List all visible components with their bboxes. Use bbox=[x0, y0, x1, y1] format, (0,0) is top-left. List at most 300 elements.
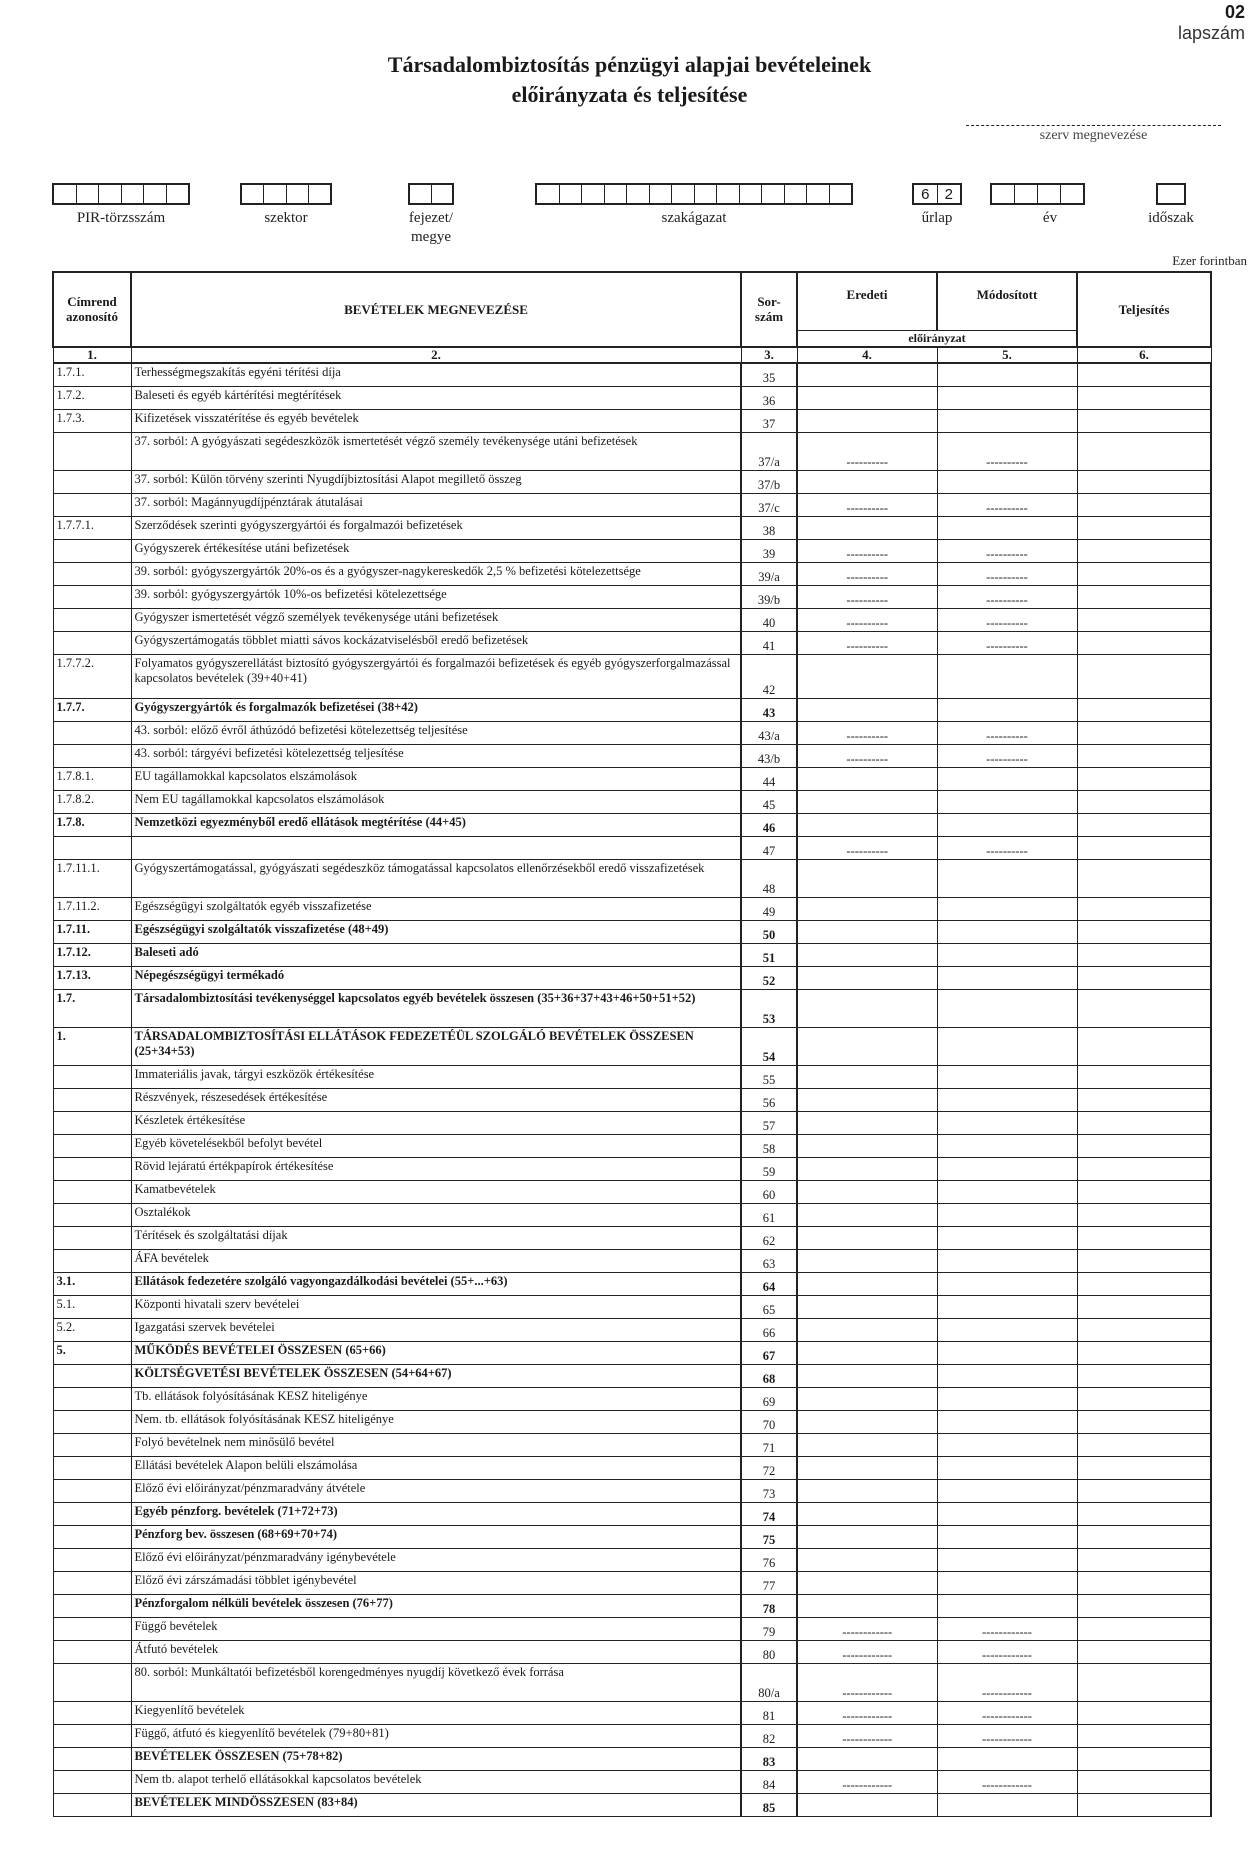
org-name-label: szerv megnevezése bbox=[1039, 128, 1148, 143]
row-teljesites-cell[interactable] bbox=[1077, 1295, 1211, 1318]
row-name: Átfutó bevételek bbox=[131, 1640, 741, 1663]
row-modositott-cell[interactable] bbox=[937, 698, 1077, 721]
row-sorszam: 39/a bbox=[741, 562, 797, 585]
row-sorszam: 59 bbox=[741, 1157, 797, 1180]
row-teljesites-cell[interactable] bbox=[1077, 631, 1211, 654]
row-eredeti-cell[interactable] bbox=[797, 1272, 937, 1295]
row-teljesites-cell[interactable] bbox=[1077, 1724, 1211, 1747]
row-eredeti-cell[interactable] bbox=[797, 1088, 937, 1111]
row-teljesites-cell[interactable] bbox=[1077, 386, 1211, 409]
row-teljesites-cell[interactable] bbox=[1077, 989, 1211, 1027]
row-eredeti-cell[interactable] bbox=[797, 943, 937, 966]
row-eredeti-cell[interactable] bbox=[797, 1295, 937, 1318]
title-line-1: Társadalombiztosítás pénzügyi alapjai bevételeinek bbox=[387, 52, 872, 77]
row-sorszam: 62 bbox=[741, 1226, 797, 1249]
row-name: 39. sorból: gyógyszergyártók 10%-os befizetési kötelezettsége bbox=[131, 585, 741, 608]
row-eredeti-cell[interactable] bbox=[797, 1249, 937, 1272]
row-modositott-cell[interactable]: ------------ bbox=[937, 1663, 1077, 1701]
table-row bbox=[53, 1387, 1211, 1410]
row-teljesites-cell[interactable] bbox=[1077, 1548, 1211, 1571]
col-number-5: 5. bbox=[937, 347, 1077, 363]
col-number-2: 2. bbox=[131, 347, 741, 363]
row-code bbox=[53, 1525, 131, 1548]
row-teljesites-cell[interactable] bbox=[1077, 1226, 1211, 1249]
row-teljesites-cell[interactable] bbox=[1077, 1249, 1211, 1272]
row-code bbox=[53, 721, 131, 744]
row-sorszam: 75 bbox=[741, 1525, 797, 1548]
row-sorszam: 63 bbox=[741, 1249, 797, 1272]
row-eredeti-cell[interactable] bbox=[797, 1793, 937, 1816]
row-eredeti-cell[interactable] bbox=[797, 790, 937, 813]
org-name-field[interactable] bbox=[966, 125, 1221, 144]
row-teljesites-cell[interactable] bbox=[1077, 1456, 1211, 1479]
row-eredeti-cell[interactable] bbox=[797, 1203, 937, 1226]
row-teljesites-cell[interactable] bbox=[1077, 1701, 1211, 1724]
row-teljesites-cell[interactable] bbox=[1077, 1134, 1211, 1157]
table-row bbox=[53, 966, 1211, 989]
row-sorszam: 45 bbox=[741, 790, 797, 813]
row-code bbox=[53, 1770, 131, 1793]
row-modositott-cell[interactable] bbox=[937, 1272, 1077, 1295]
pir-label: PIR-törzsszám bbox=[76, 210, 166, 226]
urlap-digit-1: 6 bbox=[914, 185, 938, 203]
row-eredeti-cell[interactable] bbox=[797, 1433, 937, 1456]
row-name: 37. sorból: A gyógyászati segédeszközök ismertetését végző személy tevékenysége utáni befizetések bbox=[131, 432, 741, 470]
row-modositott-cell[interactable] bbox=[937, 1295, 1077, 1318]
row-sorszam: 52 bbox=[741, 966, 797, 989]
row-teljesites-cell[interactable] bbox=[1077, 1525, 1211, 1548]
row-eredeti-cell[interactable] bbox=[797, 1111, 937, 1134]
row-modositott-cell[interactable] bbox=[937, 943, 1077, 966]
row-modositott-cell[interactable] bbox=[937, 1747, 1077, 1770]
row-code bbox=[53, 539, 131, 562]
table-row bbox=[53, 1295, 1211, 1318]
row-modositott-cell[interactable] bbox=[937, 409, 1077, 432]
szakagazat-boxes[interactable] bbox=[535, 183, 853, 205]
row-sorszam: 44 bbox=[741, 767, 797, 790]
row-code: 5.2. bbox=[53, 1318, 131, 1341]
row-eredeti-cell[interactable] bbox=[797, 1410, 937, 1433]
table-row bbox=[53, 1479, 1211, 1502]
row-teljesites-cell[interactable] bbox=[1077, 470, 1211, 493]
row-teljesites-cell[interactable] bbox=[1077, 1410, 1211, 1433]
row-name: Rövid lejáratú értékpapírok értékesítése bbox=[131, 1157, 741, 1180]
row-teljesites-cell[interactable] bbox=[1077, 608, 1211, 631]
szektor-boxes[interactable] bbox=[240, 183, 332, 205]
row-modositott-cell[interactable] bbox=[937, 1479, 1077, 1502]
row-sorszam: 37/b bbox=[741, 470, 797, 493]
row-teljesites-cell[interactable] bbox=[1077, 1111, 1211, 1134]
row-modositott-cell[interactable] bbox=[937, 790, 1077, 813]
ev-boxes[interactable] bbox=[990, 183, 1085, 205]
row-sorszam: 71 bbox=[741, 1433, 797, 1456]
row-name: Készletek értékesítése bbox=[131, 1111, 741, 1134]
row-teljesites-cell[interactable] bbox=[1077, 1364, 1211, 1387]
row-sorszam: 60 bbox=[741, 1180, 797, 1203]
row-teljesites-cell[interactable] bbox=[1077, 966, 1211, 989]
row-sorszam: 53 bbox=[741, 989, 797, 1027]
row-eredeti-cell[interactable]: ------------ bbox=[797, 1663, 937, 1701]
row-teljesites-cell[interactable] bbox=[1077, 1594, 1211, 1617]
row-teljesites-cell[interactable] bbox=[1077, 1571, 1211, 1594]
row-sorszam: 58 bbox=[741, 1134, 797, 1157]
row-modositott-cell[interactable]: ---------- bbox=[937, 721, 1077, 744]
row-eredeti-cell[interactable] bbox=[797, 1180, 937, 1203]
row-code bbox=[53, 1249, 131, 1272]
row-eredeti-cell[interactable] bbox=[797, 813, 937, 836]
row-teljesites-cell[interactable] bbox=[1077, 409, 1211, 432]
table-row bbox=[53, 920, 1211, 943]
row-eredeti-cell[interactable]: ------------ bbox=[797, 1701, 937, 1724]
table-row bbox=[53, 989, 1211, 1027]
row-modositott-cell[interactable] bbox=[937, 470, 1077, 493]
row-teljesites-cell[interactable] bbox=[1077, 1793, 1211, 1816]
row-modositott-cell[interactable] bbox=[937, 1387, 1077, 1410]
table-row bbox=[53, 608, 1211, 631]
row-teljesites-cell[interactable] bbox=[1077, 813, 1211, 836]
row-sorszam: 82 bbox=[741, 1724, 797, 1747]
table-row bbox=[53, 790, 1211, 813]
row-eredeti-cell[interactable] bbox=[797, 1226, 937, 1249]
row-eredeti-cell[interactable]: ------------ bbox=[797, 1770, 937, 1793]
row-sorszam: 76 bbox=[741, 1548, 797, 1571]
table-row bbox=[53, 943, 1211, 966]
row-modositott-cell[interactable] bbox=[937, 1793, 1077, 1816]
table-row bbox=[53, 1571, 1211, 1594]
row-eredeti-cell[interactable]: ---------- bbox=[797, 562, 937, 585]
row-sorszam: 37 bbox=[741, 409, 797, 432]
row-modositott-cell[interactable] bbox=[937, 1594, 1077, 1617]
row-modositott-cell[interactable] bbox=[937, 1548, 1077, 1571]
row-modositott-cell[interactable]: ---------- bbox=[937, 562, 1077, 585]
code-boxes bbox=[0, 183, 1259, 253]
row-sorszam: 67 bbox=[741, 1341, 797, 1364]
row-code bbox=[53, 1793, 131, 1816]
row-teljesites-cell[interactable] bbox=[1077, 1433, 1211, 1456]
col-name-header: BEVÉTELEK MEGNEVEZÉSE bbox=[131, 272, 741, 347]
row-modositott-cell[interactable]: ------------ bbox=[937, 1701, 1077, 1724]
row-code: 1.7.8.1. bbox=[53, 767, 131, 790]
idoszak-box[interactable] bbox=[1156, 183, 1186, 205]
row-eredeti-cell[interactable] bbox=[797, 1065, 937, 1088]
row-code bbox=[53, 1065, 131, 1088]
megye-text: megye bbox=[411, 229, 451, 245]
row-teljesites-cell[interactable] bbox=[1077, 744, 1211, 767]
row-code: 5.1. bbox=[53, 1295, 131, 1318]
row-code: 3.1. bbox=[53, 1272, 131, 1295]
row-eredeti-cell[interactable] bbox=[797, 1594, 937, 1617]
row-eredeti-cell[interactable]: ---------- bbox=[797, 585, 937, 608]
row-teljesites-cell[interactable] bbox=[1077, 790, 1211, 813]
row-modositott-cell[interactable] bbox=[937, 966, 1077, 989]
row-eredeti-cell[interactable]: ------------ bbox=[797, 1724, 937, 1747]
row-modositott-cell[interactable] bbox=[937, 363, 1077, 387]
row-sorszam: 43/a bbox=[741, 721, 797, 744]
row-modositott-cell[interactable] bbox=[937, 516, 1077, 539]
row-eredeti-cell[interactable] bbox=[797, 920, 937, 943]
row-sorszam: 74 bbox=[741, 1502, 797, 1525]
row-modositott-cell[interactable] bbox=[937, 1111, 1077, 1134]
row-name: Igazgatási szervek bevételei bbox=[131, 1318, 741, 1341]
row-modositott-cell[interactable]: ------------ bbox=[937, 1617, 1077, 1640]
row-teljesites-cell[interactable] bbox=[1077, 1479, 1211, 1502]
row-code bbox=[53, 1410, 131, 1433]
row-eredeti-cell[interactable] bbox=[797, 1134, 937, 1157]
row-modositott-cell[interactable] bbox=[937, 1433, 1077, 1456]
row-eredeti-cell[interactable]: ---------- bbox=[797, 539, 937, 562]
row-teljesites-cell[interactable] bbox=[1077, 1203, 1211, 1226]
row-eredeti-cell[interactable]: ---------- bbox=[797, 631, 937, 654]
row-modositott-cell[interactable] bbox=[937, 767, 1077, 790]
row-teljesites-cell[interactable] bbox=[1077, 1088, 1211, 1111]
row-eredeti-cell[interactable] bbox=[797, 1364, 937, 1387]
row-modositott-cell[interactable] bbox=[937, 1318, 1077, 1341]
row-modositott-cell[interactable] bbox=[937, 1180, 1077, 1203]
row-sorszam: 43 bbox=[741, 698, 797, 721]
row-modositott-cell[interactable] bbox=[937, 1502, 1077, 1525]
row-eredeti-cell[interactable] bbox=[797, 1318, 937, 1341]
table-row bbox=[53, 539, 1211, 562]
row-teljesites-cell[interactable] bbox=[1077, 721, 1211, 744]
row-eredeti-cell[interactable] bbox=[797, 1502, 937, 1525]
table-row bbox=[53, 585, 1211, 608]
row-modositott-cell[interactable] bbox=[937, 1341, 1077, 1364]
row-teljesites-cell[interactable] bbox=[1077, 920, 1211, 943]
row-teljesites-cell[interactable] bbox=[1077, 897, 1211, 920]
row-modositott-cell[interactable]: ---------- bbox=[937, 585, 1077, 608]
row-modositott-cell[interactable] bbox=[937, 1065, 1077, 1088]
row-code: 1.7.11.1. bbox=[53, 859, 131, 897]
row-teljesites-cell[interactable] bbox=[1077, 1027, 1211, 1065]
row-name: Előző évi előirányzat/pénzmaradvány igénybevétele bbox=[131, 1548, 741, 1571]
idoszak-label: időszak bbox=[1148, 210, 1194, 226]
row-name: Előző évi zárszámadási többlet igénybevétel bbox=[131, 1571, 741, 1594]
row-modositott-cell[interactable]: ------------ bbox=[937, 1640, 1077, 1663]
row-modositott-cell[interactable] bbox=[937, 1027, 1077, 1065]
row-teljesites-cell[interactable] bbox=[1077, 516, 1211, 539]
row-modositott-cell[interactable] bbox=[937, 1410, 1077, 1433]
urlap-digit-2: 2 bbox=[944, 186, 953, 203]
row-modositott-cell[interactable] bbox=[937, 654, 1077, 698]
row-sorszam: 85 bbox=[741, 1793, 797, 1816]
row-teljesites-cell[interactable] bbox=[1077, 859, 1211, 897]
row-eredeti-cell[interactable] bbox=[797, 989, 937, 1027]
fejezet-boxes[interactable] bbox=[408, 183, 454, 205]
row-teljesites-cell[interactable] bbox=[1077, 539, 1211, 562]
row-name: Szerződések szerinti gyógyszergyártói és forgalmazói befizetések bbox=[131, 516, 741, 539]
row-sorszam: 46 bbox=[741, 813, 797, 836]
table-row bbox=[53, 1724, 1211, 1747]
table-row bbox=[53, 516, 1211, 539]
row-modositott-cell[interactable]: ------------ bbox=[937, 1724, 1077, 1747]
table-row bbox=[53, 1410, 1211, 1433]
pir-boxes[interactable] bbox=[52, 183, 190, 205]
table-row bbox=[53, 386, 1211, 409]
row-name: 39. sorból: gyógyszergyártók 20%-os és a gyógyszer-nagykereskedők 2,5 % befizetési kötelezettsége bbox=[131, 562, 741, 585]
row-name: Gyógyszertámogatás többlet miatti sávos kockázatviselésből eredő befizetések bbox=[131, 631, 741, 654]
row-eredeti-cell[interactable] bbox=[797, 654, 937, 698]
row-name: Terhességmegszakítás egyéni térítési díja bbox=[131, 363, 741, 387]
row-sorszam: 51 bbox=[741, 943, 797, 966]
row-modositott-cell[interactable] bbox=[937, 1134, 1077, 1157]
row-teljesites-cell[interactable] bbox=[1077, 1663, 1211, 1701]
row-modositott-cell[interactable] bbox=[937, 1456, 1077, 1479]
row-code bbox=[53, 1180, 131, 1203]
row-name: Egészségügyi szolgáltatók egyéb visszafizetése bbox=[131, 897, 741, 920]
table-row bbox=[53, 1180, 1211, 1203]
row-name: BEVÉTELEK MINDÖSSZESEN (83+84) bbox=[131, 1793, 741, 1816]
row-eredeti-cell[interactable] bbox=[797, 1341, 937, 1364]
row-name: Baleseti adó bbox=[131, 943, 741, 966]
row-eredeti-cell[interactable] bbox=[797, 1548, 937, 1571]
row-name: Egyéb követelésekből befolyt bevétel bbox=[131, 1134, 741, 1157]
row-modositott-cell[interactable]: ---------- bbox=[937, 631, 1077, 654]
row-modositott-cell[interactable] bbox=[937, 859, 1077, 897]
row-eredeti-cell[interactable] bbox=[797, 966, 937, 989]
table-header-row bbox=[53, 272, 1211, 330]
row-teljesites-cell[interactable] bbox=[1077, 1318, 1211, 1341]
row-modositott-cell[interactable]: ---------- bbox=[937, 744, 1077, 767]
row-eredeti-cell[interactable] bbox=[797, 1387, 937, 1410]
row-eredeti-cell[interactable] bbox=[797, 1479, 937, 1502]
row-eredeti-cell[interactable]: ---------- bbox=[797, 836, 937, 859]
row-teljesites-cell[interactable] bbox=[1077, 1747, 1211, 1770]
row-name: Előző évi előirányzat/pénzmaradvány átvétele bbox=[131, 1479, 741, 1502]
row-modositott-cell[interactable]: ---------- bbox=[937, 539, 1077, 562]
row-name: Pénzforg bev. összesen (68+69+70+74) bbox=[131, 1525, 741, 1548]
row-eredeti-cell[interactable] bbox=[797, 897, 937, 920]
row-name: Ellátási bevételek Alapon belüli elszámolása bbox=[131, 1456, 741, 1479]
row-modositott-cell[interactable] bbox=[937, 1157, 1077, 1180]
row-teljesites-cell[interactable] bbox=[1077, 562, 1211, 585]
row-teljesites-cell[interactable] bbox=[1077, 836, 1211, 859]
table-row bbox=[53, 1272, 1211, 1295]
table-row bbox=[53, 1793, 1211, 1816]
row-teljesites-cell[interactable] bbox=[1077, 432, 1211, 470]
row-eredeti-cell[interactable]: ------------ bbox=[797, 1640, 937, 1663]
row-teljesites-cell[interactable] bbox=[1077, 1770, 1211, 1793]
table-row bbox=[53, 363, 1211, 387]
row-modositott-cell[interactable] bbox=[937, 1249, 1077, 1272]
row-name: Kamatbevételek bbox=[131, 1180, 741, 1203]
row-teljesites-cell[interactable] bbox=[1077, 767, 1211, 790]
row-modositott-cell[interactable] bbox=[937, 1203, 1077, 1226]
row-name: Ellátások fedezetére szolgáló vagyongazdálkodási bevételei (55+...+63) bbox=[131, 1272, 741, 1295]
table-row bbox=[53, 1111, 1211, 1134]
row-modositott-cell[interactable] bbox=[937, 1226, 1077, 1249]
row-modositott-cell[interactable]: ---------- bbox=[937, 432, 1077, 470]
row-eredeti-cell[interactable] bbox=[797, 409, 937, 432]
row-eredeti-cell[interactable] bbox=[797, 516, 937, 539]
row-code bbox=[53, 1111, 131, 1134]
table-row bbox=[53, 432, 1211, 470]
row-name: Tb. ellátások folyósításának KESZ hiteligénye bbox=[131, 1387, 741, 1410]
row-modositott-cell[interactable] bbox=[937, 1088, 1077, 1111]
row-teljesites-cell[interactable] bbox=[1077, 1065, 1211, 1088]
row-eredeti-cell[interactable] bbox=[797, 363, 937, 387]
row-modositott-cell[interactable]: ---------- bbox=[937, 493, 1077, 516]
eloiranyzat-header: előirányzat bbox=[797, 330, 1077, 347]
row-teljesites-cell[interactable] bbox=[1077, 363, 1211, 387]
row-code bbox=[53, 493, 131, 516]
row-eredeti-cell[interactable] bbox=[797, 1747, 937, 1770]
row-name: Folyamatos gyógyszerellátást biztosító gyógyszergyártói és forgalmazói befizetések és egyéb gyógyszerforgalmazással kapcsolatos bevételek (39+40+41) bbox=[131, 654, 741, 698]
row-sorszam: 48 bbox=[741, 859, 797, 897]
row-teljesites-cell[interactable] bbox=[1077, 1180, 1211, 1203]
row-modositott-cell[interactable] bbox=[937, 1525, 1077, 1548]
col-number-1: 1. bbox=[53, 347, 131, 363]
table-row bbox=[53, 1663, 1211, 1701]
row-name: Kifizetések visszatérítése és egyéb bevételek bbox=[131, 409, 741, 432]
row-modositott-cell[interactable]: ---------- bbox=[937, 608, 1077, 631]
row-eredeti-cell[interactable]: ---------- bbox=[797, 608, 937, 631]
row-sorszam: 77 bbox=[741, 1571, 797, 1594]
row-eredeti-cell[interactable]: ---------- bbox=[797, 744, 937, 767]
row-teljesites-cell[interactable] bbox=[1077, 698, 1211, 721]
row-teljesites-cell[interactable] bbox=[1077, 943, 1211, 966]
row-modositott-cell[interactable] bbox=[937, 1571, 1077, 1594]
row-eredeti-cell[interactable] bbox=[797, 1525, 937, 1548]
row-teljesites-cell[interactable] bbox=[1077, 1640, 1211, 1663]
row-eredeti-cell[interactable] bbox=[797, 698, 937, 721]
row-eredeti-cell[interactable] bbox=[797, 767, 937, 790]
row-modositott-cell[interactable] bbox=[937, 989, 1077, 1027]
row-eredeti-cell[interactable] bbox=[797, 470, 937, 493]
row-modositott-cell[interactable] bbox=[937, 386, 1077, 409]
row-eredeti-cell[interactable]: ------------ bbox=[797, 1617, 937, 1640]
col-teljesites-header: Teljesítés bbox=[1077, 272, 1211, 347]
row-eredeti-cell[interactable] bbox=[797, 1456, 937, 1479]
row-modositott-cell[interactable] bbox=[937, 1364, 1077, 1387]
col-eredeti-header: Eredeti bbox=[797, 272, 937, 330]
row-name: Függő, átfutó és kiegyenlítő bevételek (79+80+81) bbox=[131, 1724, 741, 1747]
row-sorszam: 72 bbox=[741, 1456, 797, 1479]
row-eredeti-cell[interactable] bbox=[797, 1157, 937, 1180]
revenue-table bbox=[52, 271, 1212, 1817]
row-code bbox=[53, 1594, 131, 1617]
row-eredeti-cell[interactable] bbox=[797, 859, 937, 897]
row-teljesites-cell[interactable] bbox=[1077, 1387, 1211, 1410]
row-modositott-cell[interactable] bbox=[937, 897, 1077, 920]
row-teljesites-cell[interactable] bbox=[1077, 1272, 1211, 1295]
row-teljesites-cell[interactable] bbox=[1077, 1341, 1211, 1364]
row-teljesites-cell[interactable] bbox=[1077, 1502, 1211, 1525]
row-eredeti-cell[interactable]: ---------- bbox=[797, 721, 937, 744]
row-modositott-cell[interactable] bbox=[937, 813, 1077, 836]
row-modositott-cell[interactable] bbox=[937, 920, 1077, 943]
row-name: MŰKÖDÉS BEVÉTELEI ÖSSZESEN (65+66) bbox=[131, 1341, 741, 1364]
row-eredeti-cell[interactable]: ---------- bbox=[797, 432, 937, 470]
row-teljesites-cell[interactable] bbox=[1077, 654, 1211, 698]
row-modositott-cell[interactable]: ---------- bbox=[937, 836, 1077, 859]
table-row bbox=[53, 1548, 1211, 1571]
row-name: Baleseti és egyéb kártérítési megtérítések bbox=[131, 386, 741, 409]
row-modositott-cell[interactable]: ------------ bbox=[937, 1770, 1077, 1793]
row-eredeti-cell[interactable]: ---------- bbox=[797, 493, 937, 516]
table-row bbox=[53, 836, 1211, 859]
row-name: Társadalombiztosítási tevékenységgel kapcsolatos egyéb bevételek összesen (35+36+37+43+46+50+51+52) bbox=[131, 989, 741, 1027]
row-teljesites-cell[interactable] bbox=[1077, 1617, 1211, 1640]
row-teljesites-cell[interactable] bbox=[1077, 493, 1211, 516]
row-name: TÁRSADALOMBIZTOSÍTÁSI ELLÁTÁSOK FEDEZETÉÜL SZOLGÁLÓ BEVÉTELEK ÖSSZESEN (25+34+53) bbox=[131, 1027, 741, 1065]
row-teljesites-cell[interactable] bbox=[1077, 585, 1211, 608]
row-eredeti-cell[interactable] bbox=[797, 1571, 937, 1594]
row-eredeti-cell[interactable] bbox=[797, 386, 937, 409]
row-eredeti-cell[interactable] bbox=[797, 1027, 937, 1065]
table-row bbox=[53, 897, 1211, 920]
row-teljesites-cell[interactable] bbox=[1077, 1157, 1211, 1180]
row-code bbox=[53, 1387, 131, 1410]
